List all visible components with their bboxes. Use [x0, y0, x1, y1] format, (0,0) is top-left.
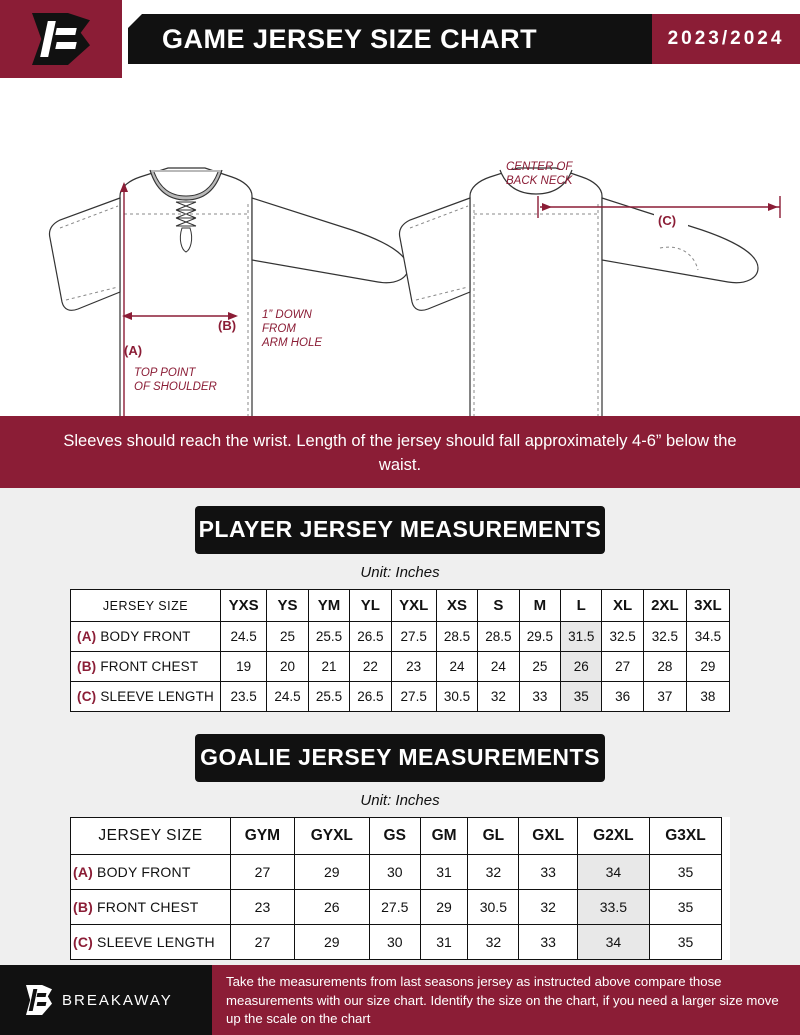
svg-text:(A): (A) — [124, 343, 143, 358]
cell: 32 — [478, 682, 519, 712]
goalie-row-label-a: (A) BODY FRONT — [71, 855, 231, 890]
cell: 35 — [561, 682, 602, 712]
page-title: GAME JERSEY SIZE CHART — [162, 23, 538, 54]
page-footer — [0, 965, 800, 1035]
player-size-YXS: YXS — [221, 590, 267, 622]
player-size-M: M — [519, 590, 560, 622]
cell: 28.5 — [478, 622, 519, 652]
goalie-size-GS: GS — [369, 818, 420, 855]
player-size-YM: YM — [308, 590, 349, 622]
measure-tag-b: (B) — [77, 659, 97, 674]
cell: 31 — [420, 925, 468, 960]
goalie-size-G2XL: G2XL — [577, 818, 649, 855]
cell: 32 — [519, 890, 577, 925]
cell: 26 — [561, 652, 602, 682]
table-row — [71, 890, 730, 925]
measure-tag-b: (B) — [73, 899, 94, 915]
table-row — [71, 652, 730, 682]
cell: 36 — [602, 682, 643, 712]
cell: 28.5 — [436, 622, 477, 652]
cell: 34 — [577, 855, 649, 890]
page-header — [0, 0, 800, 78]
goalie-size-GYXL: GYXL — [294, 818, 369, 855]
table-header-row — [71, 590, 730, 622]
goalie-row-label-b: (B) FRONT CHEST — [71, 890, 231, 925]
svg-text:CENTER OF: CENTER OF — [506, 161, 573, 173]
goalie-section — [0, 712, 800, 960]
goalie-section-title: GOALIE JERSEY MEASUREMENTS — [195, 734, 605, 782]
goalie-spacer-cell — [722, 925, 730, 960]
goalie-header-jersey-size: JERSEY SIZE — [71, 818, 231, 855]
cell: 27 — [231, 925, 295, 960]
cell: 30.5 — [468, 890, 519, 925]
cell: 28 — [643, 652, 686, 682]
cell: 29 — [294, 925, 369, 960]
cell: 29 — [686, 652, 729, 682]
player-row-label-c: (C) SLEEVE LENGTH — [71, 682, 221, 712]
note-band: Sleeves should reach the wrist. Length of the jersey should fall approximately 4-6” below the waist. — [0, 416, 800, 488]
goalie-spacer-cell — [722, 890, 730, 925]
cell: 33 — [519, 682, 560, 712]
cell: 25 — [519, 652, 560, 682]
measure-tag-a: (A) — [77, 629, 97, 644]
cell: 30.5 — [436, 682, 477, 712]
cell: 26 — [294, 890, 369, 925]
player-size-S: S — [478, 590, 519, 622]
cell: 37 — [643, 682, 686, 712]
cell: 24.5 — [221, 622, 267, 652]
measure-tag-c: (C) — [73, 934, 94, 950]
player-size-XS: XS — [436, 590, 477, 622]
goalie-size-G3XL: G3XL — [649, 818, 721, 855]
cell: 32 — [468, 855, 519, 890]
goalie-unit-label: Unit: Inches — [360, 792, 440, 809]
player-row-label-a: (A) BODY FRONT — [71, 622, 221, 652]
cell: 24 — [478, 652, 519, 682]
cell: 30 — [369, 855, 420, 890]
cell: 23 — [231, 890, 295, 925]
goalie-size-GM: GM — [420, 818, 468, 855]
player-header-jersey-size: JERSEY SIZE — [71, 590, 221, 622]
measure-tag-c: (C) — [77, 689, 97, 704]
cell: 27 — [602, 652, 643, 682]
cell: 34.5 — [686, 622, 729, 652]
player-size-XL: XL — [602, 590, 643, 622]
player-size-L: L — [561, 590, 602, 622]
goalie-spacer-cell — [722, 855, 730, 890]
svg-text:ARM HOLE: ARM HOLE — [262, 337, 323, 349]
breakaway-b-logo-icon — [26, 985, 52, 1015]
cell: 29 — [420, 890, 468, 925]
cell: 27.5 — [369, 890, 420, 925]
player-size-YL: YL — [350, 590, 391, 622]
player-measurements-table — [70, 589, 730, 712]
cell: 38 — [686, 682, 729, 712]
cell: 31 — [420, 855, 468, 890]
footer-brand-block — [0, 965, 212, 1035]
goalie-spacer-cell — [722, 818, 730, 855]
svg-text:1” DOWN: 1” DOWN — [262, 309, 312, 321]
cell: 21 — [308, 652, 349, 682]
cell: 20 — [267, 652, 308, 682]
svg-text:OF SHOULDER: OF SHOULDER — [134, 381, 217, 393]
player-size-2XL: 2XL — [643, 590, 686, 622]
cell: 23 — [391, 652, 436, 682]
cell: 26.5 — [350, 682, 391, 712]
goalie-measurements-table — [70, 817, 730, 960]
measure-tag-a: (A) — [73, 864, 94, 880]
cell: 24 — [436, 652, 477, 682]
cell: 32 — [468, 925, 519, 960]
cell: 30 — [369, 925, 420, 960]
cell: 23.5 — [221, 682, 267, 712]
goalie-size-GL: GL — [468, 818, 519, 855]
cell: 19 — [221, 652, 267, 682]
cell: 35 — [649, 890, 721, 925]
player-size-YXL: YXL — [391, 590, 436, 622]
breakaway-b-logo-icon — [32, 13, 90, 65]
footer-brand-name: BREAKAWAY — [62, 991, 173, 1009]
cell: 26.5 — [350, 622, 391, 652]
player-section — [0, 488, 800, 712]
cell: 27.5 — [391, 682, 436, 712]
cell: 32.5 — [602, 622, 643, 652]
table-row — [71, 622, 730, 652]
svg-text:BACK NECK: BACK NECK — [506, 175, 573, 187]
jersey-diagram — [0, 78, 800, 416]
table-row — [71, 925, 730, 960]
cell: 33 — [519, 855, 577, 890]
table-row — [71, 855, 730, 890]
season-badge: 2023/2024 — [652, 14, 800, 64]
cell: 33 — [519, 925, 577, 960]
cell: 31.5 — [561, 622, 602, 652]
svg-text:(C): (C) — [658, 213, 677, 228]
goalie-row-label-c: (C) SLEEVE LENGTH — [71, 925, 231, 960]
footer-instructions: Take the measurements from last seasons jersey as instructed above compare those measurements with our size chart. Identify the size on the chart, if you need a larger size move up the scale on the chart — [226, 974, 779, 1027]
header-title-block — [122, 0, 652, 78]
svg-text:(B): (B) — [218, 318, 237, 333]
cell: 24.5 — [267, 682, 308, 712]
cell: 25 — [267, 622, 308, 652]
player-unit-label: Unit: Inches — [360, 564, 440, 581]
table-header-row — [71, 818, 730, 855]
cell: 29 — [294, 855, 369, 890]
table-row — [71, 682, 730, 712]
header-logo-block — [0, 0, 122, 78]
cell: 34 — [577, 925, 649, 960]
cell: 33.5 — [577, 890, 649, 925]
cell: 25.5 — [308, 622, 349, 652]
cell: 32.5 — [643, 622, 686, 652]
goalie-size-GYM: GYM — [231, 818, 295, 855]
player-section-title: PLAYER JERSEY MEASUREMENTS — [195, 506, 605, 554]
goalie-size-GXL: GXL — [519, 818, 577, 855]
cell: 22 — [350, 652, 391, 682]
cell: 29.5 — [519, 622, 560, 652]
player-row-label-b: (B) FRONT CHEST — [71, 652, 221, 682]
player-size-YS: YS — [267, 590, 308, 622]
cell: 27 — [231, 855, 295, 890]
svg-text:TOP POINT: TOP POINT — [134, 367, 196, 379]
svg-text:FROM: FROM — [262, 323, 296, 335]
player-size-3XL: 3XL — [686, 590, 729, 622]
cell: 35 — [649, 855, 721, 890]
cell: 35 — [649, 925, 721, 960]
cell: 27.5 — [391, 622, 436, 652]
cell: 25.5 — [308, 682, 349, 712]
